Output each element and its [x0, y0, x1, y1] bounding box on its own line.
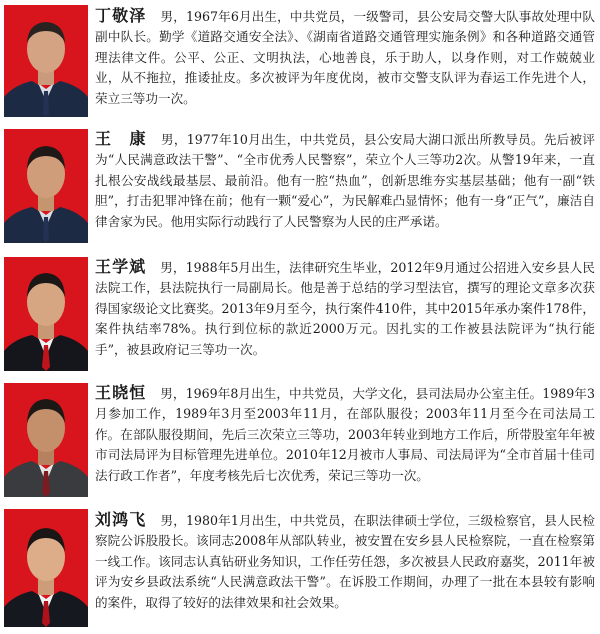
person-name: 王学斌 [95, 257, 147, 276]
person-name: 王 康 [95, 129, 147, 148]
person-name: 丁敬泽 [95, 6, 147, 25]
person-bio: 男，1988年5月出生，法律研究生毕业，2012年9月通过公招进入安乡县人民法院工作，县法院执行一局副局长。他是善于总结的学习型法官，撰写的理论文章多次获得国家级论文比赛奖。2013年9月至今，执行案件410件，其中2015年承办案件178件，案件执结率78%。执行到位标的款近2000万元。因扎实的工作被县法院评为“执行能手”，被县政府记三等功一次。 [95, 260, 595, 357]
portrait-photo [4, 5, 88, 117]
person-bio: 男，1980年1月出生，中共党员，在职法律硕士学位，三级检察官，县人民检察院公诉股股长。该同志2008年从部队转业，被安置在安乡县人民检察院，一直在检察第一线工作。该同志认真钻研业务知识，工作任劳任怨，多次被县人民政府嘉奖，2011年被评为安乡县政法系统“人民满意政法干警”。在诉股工作期间，办理了一批在本县较有影响的案件，取得了较好的法律效果和社会效果。 [95, 513, 595, 610]
profile-text [95, 257, 595, 360]
portrait-photo [4, 129, 88, 243]
portrait-photo [4, 257, 88, 371]
profile-text [95, 383, 595, 486]
profile-text [95, 129, 595, 232]
person-bio: 男，1977年10月出生，中共党员，县公安局大湖口派出所教导员。先后被评为“人民满意政法干警”、“全市优秀人民警察”，荣立个人三等功2次。从警19年来，一直扎根公安战线最基层、最前沿。他有一腔“热血”，创新思维夯实基层基础；他有一副“铁胆”，打击犯罪冲锋在前；他有一颗“爱心”，为民解难凸显情怀；他有一身“正气”，廉洁自律舍家为民。他用实际行动践行了人民警察为人民的庄严承诺。 [95, 132, 595, 229]
person-bio: 男，1969年8月出生，中共党员，大学文化，县司法局办公室主任。1989年3月参加工作，1989年3月至2003年11月，在部队服役；2003年11月至今在司法局工作。在部队服役期间，先后三次荣立三等功，2003年转业到地方工作后，所带股室年年被市司法局评为目标管理先进单位。2010年12月被市人事局、司法局评为“全市首届十佳司法行政工作者”，年度考核先后七次优秀，荣记三等功一次。 [95, 386, 595, 483]
person-bio: 男，1967年6月出生，中共党员，一级警司，县公安局交警大队事故处理中队副中队长。勤学《道路交通安全法》、《湖南省道路交通管理实施条例》和各种道路交通管理法律文件。公平、公正、文明执法，心地善良，乐于助人，以身作则，对工作兢兢业业，从不拖拉，推诿扯皮。多次被评为年度优岗，被市交警支队评为春运工作先进个人，荣立三等功一次。 [95, 9, 595, 106]
profile-text [95, 510, 595, 613]
portrait-photo [4, 509, 88, 627]
profile-text [95, 6, 595, 109]
person-name: 王晓恒 [95, 383, 147, 402]
portrait-photo [4, 383, 88, 497]
person-name: 刘鸿飞 [95, 510, 147, 529]
